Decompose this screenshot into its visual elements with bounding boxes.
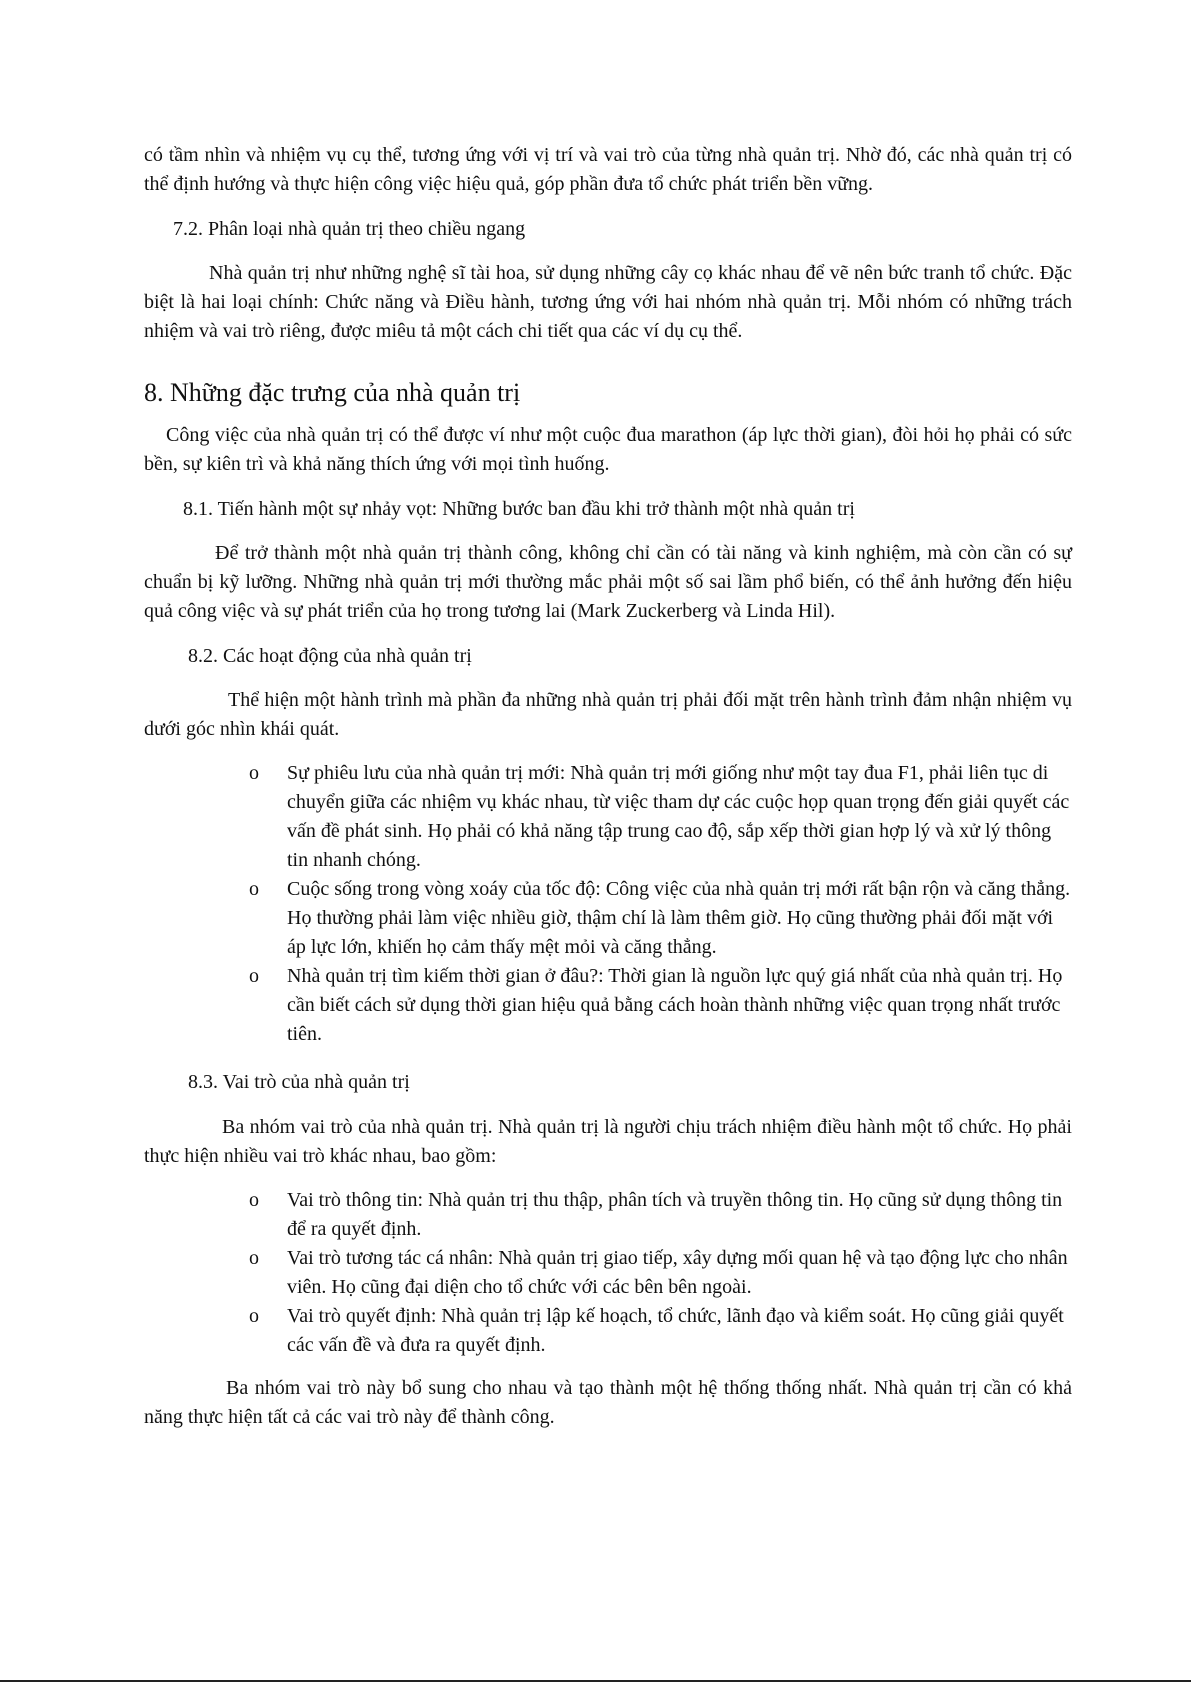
list-item-text: Vai trò thông tin: Nhà quản trị thu thập, phân tích và truyền thông tin. Họ cũng sử dụng thông tin để ra quyết định.	[287, 1189, 1063, 1240]
bullet-list-8-3	[249, 1186, 1071, 1360]
page-bottom-rule	[0, 1680, 1191, 1682]
list-item-text: Cuộc sống trong vòng xoáy của tốc độ: Công việc của nhà quản trị mới rất bận rộn và căng thẳng. Họ thường phải làm việc nhiều giờ, thậm chí là làm thêm giờ. Họ cũng thường phải đối mặt với áp lực lớn, khiến họ cảm thấy mệt mỏi và căng thẳng.	[287, 878, 1071, 958]
bullet-marker: o	[249, 762, 259, 784]
bullet-marker: o	[249, 1189, 259, 1211]
paragraph-8-2: Thể hiện một hành trình mà phần đa những nhà quản trị phải đối mặt trên hành trình đảm nhận nhiệm vụ dưới góc nhìn khái quát.	[144, 689, 1072, 740]
intro-paragraph: có tầm nhìn và nhiệm vụ cụ thể, tương ứng với vị trí và vai trò của từng nhà quản trị. Nhờ đó, các nhà quản trị có thể định hướng và thực hiện công việc hiệu quả, góp phần đưa tổ chức phát triển bền vững.	[144, 144, 1072, 195]
bullet-marker: o	[249, 1247, 259, 1269]
bullet-marker: o	[249, 1305, 259, 1327]
list-item-text: Vai trò tương tác cá nhân: Nhà quản trị giao tiếp, xây dựng mối quan hệ và tạo động lực cho nhân viên. Họ cũng đại diện cho tổ chức với các bên bên ngoài.	[287, 1247, 1068, 1298]
bullet-marker: o	[249, 878, 259, 900]
list-item	[249, 962, 1071, 1049]
paragraph-8-3: Ba nhóm vai trò của nhà quản trị. Nhà quản trị là người chịu trách nhiệm điều hành một tổ chức. Họ phải thực hiện nhiều vai trò khác nhau, bao gồm:	[144, 1116, 1072, 1167]
list-item	[249, 1302, 1071, 1360]
subheading-8-2: 8.2. Các hoạt động của nhà quản trị	[188, 645, 472, 667]
list-item	[249, 759, 1071, 875]
list-item	[249, 1186, 1071, 1244]
bullet-marker: o	[249, 965, 259, 987]
list-item	[249, 875, 1071, 962]
subheading-7-2: 7.2. Phân loại nhà quản trị theo chiều ngang	[173, 218, 526, 240]
paragraph-8-1: Để trở thành một nhà quản trị thành công, không chỉ cần có tài năng và kinh nghiệm, mà còn cần có sự chuẩn bị kỹ lưỡng. Những nhà quản trị mới thường mắc phải một số sai lầm phổ biến, có thể ảnh hưởng đến hiệu quả công việc và sự phát triển của họ trong tương lai (Mark Zuckerberg và Linda Hil).	[144, 542, 1072, 622]
closing-paragraph: Ba nhóm vai trò này bổ sung cho nhau và tạo thành một hệ thống thống nhất. Nhà quản trị cần có khả năng thực hiện tất cả các vai trò này để thành công.	[144, 1377, 1072, 1428]
list-item-text: Vai trò quyết định: Nhà quản trị lập kế hoạch, tổ chức, lãnh đạo và kiểm soát. Họ cũng giải quyết các vấn đề và đưa ra quyết định.	[287, 1305, 1064, 1356]
subheading-8-1: 8.1. Tiến hành một sự nhảy vọt: Những bước ban đầu khi trở thành một nhà quản trị	[183, 498, 855, 520]
list-item-text: Sự phiêu lưu của nhà quản trị mới: Nhà quản trị mới giống như một tay đua F1, phải liên tục di chuyển giữa các nhiệm vụ khác nhau, từ việc tham dự các cuộc họp quan trọng đến giải quyết các vấn đề phát sinh. Họ phải có khả năng tập trung cao độ, sắp xếp thời gian hợp lý và xử lý thông tin nhanh chóng.	[287, 762, 1070, 871]
subheading-8-3: 8.3. Vai trò của nhà quản trị	[188, 1071, 410, 1093]
paragraph-7-2: Nhà quản trị như những nghệ sĩ tài hoa, sử dụng những cây cọ khác nhau để vẽ nên bức tranh tổ chức. Đặc biệt là hai loại chính: Chức năng và Điều hành, tương ứng với hai nhóm nhà quản trị. Mỗi nhóm có những trách nhiệm và vai trò riêng, được miêu tả một cách chi tiết qua các ví dụ cụ thể.	[144, 262, 1072, 342]
list-item-text: Nhà quản trị tìm kiếm thời gian ở đâu?: Thời gian là nguồn lực quý giá nhất của nhà quản trị. Họ cần biết cách sử dụng thời gian hiệu quả bằng cách hoàn thành những việc quan trọng nhất trước tiên.	[287, 965, 1063, 1045]
section-heading-8: 8. Những đặc trưng của nhà quản trị	[144, 378, 521, 407]
paragraph-8: Công việc của nhà quản trị có thể được ví như một cuộc đua marathon (áp lực thời gian), đòi hỏi họ phải có sức bền, sự kiên trì và khả năng thích ứng với mọi tình huống.	[144, 424, 1072, 475]
list-item	[249, 1244, 1071, 1302]
bullet-list-8-2	[249, 759, 1071, 1049]
